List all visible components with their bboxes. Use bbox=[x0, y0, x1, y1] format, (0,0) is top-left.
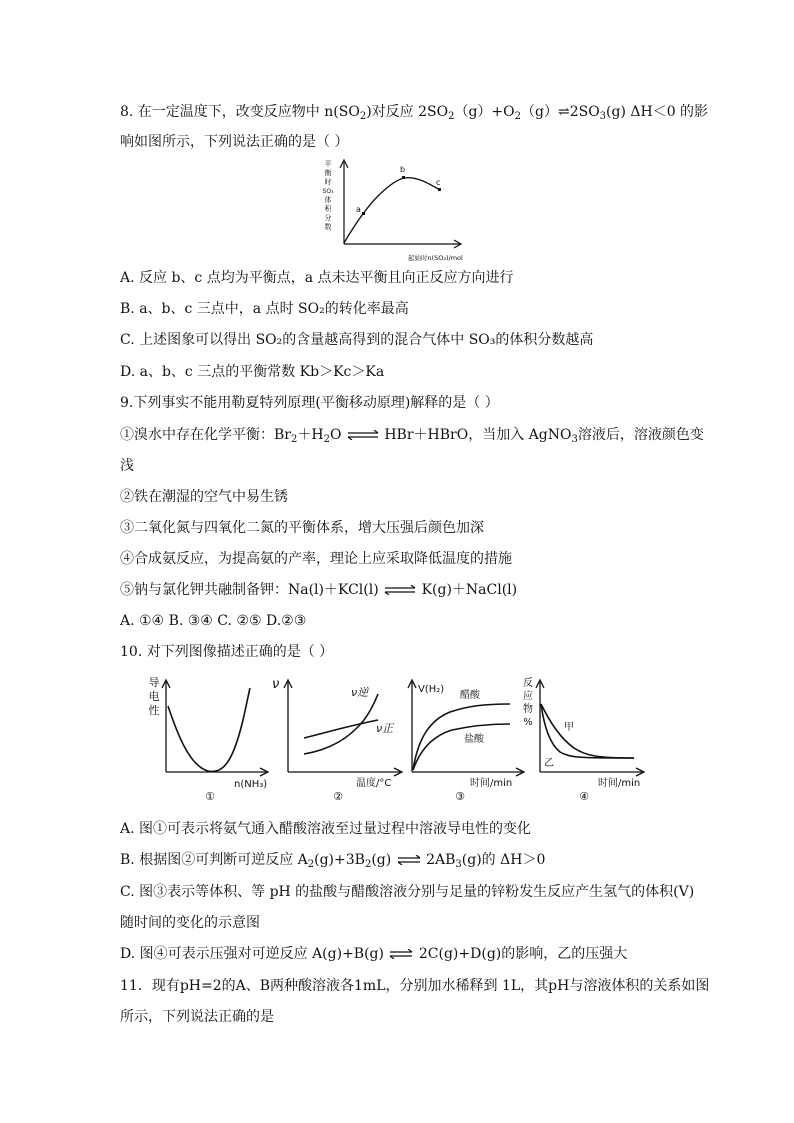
q10-option-b: B. 根据图②可判断可逆反应 $A_2(g)+3B_2(g)$ $2AB_3(g)$的 ΔH＞0 bbox=[120, 852, 546, 870]
equilibrium-arrow-icon bbox=[383, 585, 417, 595]
q10-figures bbox=[138, 674, 648, 808]
q10-option-c-cont: 随时间的变化的示意图 bbox=[120, 915, 260, 931]
q10-fig2-ylabel: ν bbox=[272, 677, 280, 692]
q10-fig2-curve-fwd bbox=[304, 720, 378, 738]
q10-fig4-curve-jia bbox=[541, 704, 634, 758]
q10-fig2-number: ② bbox=[333, 790, 343, 803]
equilibrium-arrow-icon bbox=[388, 949, 414, 959]
q10-fig4-label-yi: 乙 bbox=[544, 758, 554, 769]
q9-item-4: ④合成氨反应，为提高氨的产率，理论上应采取降低温度的措施 bbox=[120, 551, 512, 567]
q9-item-3: ③二氧化氮与四氧化二氮的平衡体系，增大压强后颜色加深 bbox=[120, 520, 484, 536]
q11-stem-2: 所示，下列说法正确的是 bbox=[120, 1009, 274, 1025]
q8-ylabel bbox=[323, 160, 335, 231]
q10-fig4-ylabel: 物 bbox=[523, 704, 533, 715]
q8-option-a: A. 反应 b、c 点均为平衡点，a 点未达平衡且向正反应方向进行 bbox=[120, 270, 514, 286]
q8-label-a: a bbox=[356, 205, 361, 214]
q10-fig1 bbox=[149, 676, 269, 803]
q10-fig3-xlabel: 时间/min bbox=[470, 778, 513, 789]
equilibrium-arrow-icon bbox=[396, 855, 422, 865]
q10-fig1-xlabel: n(NH₃) bbox=[234, 779, 268, 790]
q10-fig1-number: ① bbox=[205, 790, 215, 803]
q8-label-b: b bbox=[400, 165, 406, 174]
q10-fig2 bbox=[272, 677, 402, 803]
q10-fig1-curve bbox=[168, 688, 250, 771]
q8-figure bbox=[318, 156, 468, 264]
q8-ylabel-char: 时 bbox=[324, 178, 332, 186]
q9-options: A. ①④ B. ③④ C. ②⑤ D.②③ bbox=[120, 613, 307, 629]
q10-fig3-number: ③ bbox=[455, 790, 465, 803]
q8-option-b: B. a、b、c 三点中，a 点时 SO₂的转化率最高 bbox=[120, 301, 409, 317]
q8-ylabel-char: 数 bbox=[324, 223, 332, 231]
q10-fig1-ylabel: 性 bbox=[148, 704, 160, 717]
q10-fig3-curve-acetic bbox=[413, 704, 510, 770]
q10-fig4-label-jia: 甲 bbox=[564, 722, 574, 733]
q8-point-b bbox=[402, 176, 405, 179]
q10-option-a: A. 图①可表示将氨气通入醋酸溶液至过量过程中溶液导电性的变化 bbox=[120, 821, 532, 837]
q10-fig4-xlabel: 时间/min bbox=[598, 778, 641, 789]
q9-item-1: ①溴水中存在化学平衡：$Br_2+H_2O$ HBr＋HBrO，当加入 AgNO$_3$溶液后，溶液颜色变 bbox=[120, 427, 704, 445]
q8-stem-2: 响如图所示，下列说法正确的是（ ） bbox=[120, 134, 349, 150]
q10-fig1-ylabel: 电 bbox=[148, 690, 160, 703]
q10-stem: 10. 对下列图像描述正确的是（ ） bbox=[120, 644, 334, 660]
q10-fig4-ylabel: 反 bbox=[523, 678, 533, 689]
q8-label-c: c bbox=[436, 178, 441, 187]
q11-stem: 11．现有pH=2的A、B两种酸溶液各1mL，分别加水稀释到 1L，其pH与溶液体积的关系如图 bbox=[120, 978, 710, 994]
q10-fig2-curve-inv bbox=[304, 694, 378, 754]
q10-fig2-xlabel: 温度/°C bbox=[356, 778, 392, 789]
q8-option-d: D. a、b、c 三点的平衡常数 Kb＞Kc＞Ka bbox=[120, 364, 385, 380]
q8-stem: 8. 在一定温度下，改变反应物中 $n(SO_2)$对反应 $2SO_2(g)+O_2(g)\rightleftharpoons 2SO_3(g)$ ΔH＜0 的影 bbox=[120, 104, 709, 122]
q8-ylabel-char: 积 bbox=[324, 205, 332, 213]
q10-fig3-label-hcl: 盐酸 bbox=[464, 734, 484, 745]
q10-option-c: C. 图③表示等体积、等 pH 的盐酸与醋酸溶液分别与足量的锌粉发生反应产生氢气的体积(V) bbox=[120, 884, 695, 900]
q8-option-c: C. 上述图象可以得出 SO₂的含量越高得到的混合气体中 SO₃的体积分数越高 bbox=[120, 332, 594, 348]
q10-fig2-label-fwd: ν正 bbox=[376, 722, 394, 735]
q10-fig3-label-acetic: 醋酸 bbox=[460, 690, 480, 701]
q8-ylabel-char: 分 bbox=[324, 214, 332, 222]
q8-xlabel: 起始时n(SO₂)/mol bbox=[408, 254, 463, 262]
q9-item-5: ⑤钠与氯化钾共融制备钾：Na(l)＋KCl(l) K(g)＋NaCl(l) bbox=[120, 582, 518, 598]
q8-ylabel-char: SO₃ bbox=[322, 188, 334, 195]
q8-point-c bbox=[438, 188, 441, 191]
q10-fig4-ylabel: % bbox=[523, 717, 533, 728]
q10-fig3-ylabel: V(H₂) bbox=[418, 684, 445, 695]
q10-fig3 bbox=[408, 680, 524, 803]
q9-item-2: ②铁在潮湿的空气中易生锈 bbox=[120, 489, 288, 505]
q8-point-a bbox=[362, 212, 365, 215]
q10-fig4-number: ④ bbox=[579, 790, 589, 803]
q8-ylabel-char: 衡 bbox=[324, 169, 332, 177]
q10-fig4 bbox=[523, 676, 644, 803]
equilibrium-arrow-icon bbox=[346, 430, 380, 440]
q8-ylabel-char: 平 bbox=[324, 160, 332, 168]
q10-fig4-ylabel: 应 bbox=[523, 691, 533, 702]
q10-option-d: D. 图④可表示压强对可逆反应 A(g)+B(g) 2C(g)+D(g)的影响，乙的压强大 bbox=[120, 946, 628, 962]
q10-fig1-ylabel: 导 bbox=[148, 676, 160, 689]
q9-stem: 9.下列事实不能用勒夏特列原理(平衡移动原理)解释的是（ ） bbox=[120, 395, 499, 411]
q9-item-1-cont: 浅 bbox=[120, 458, 134, 474]
q10-fig4-curve-yi bbox=[541, 704, 634, 758]
q10-fig2-label-inv: ν逆 bbox=[351, 686, 369, 699]
q8-ylabel-char: 体 bbox=[324, 196, 332, 204]
